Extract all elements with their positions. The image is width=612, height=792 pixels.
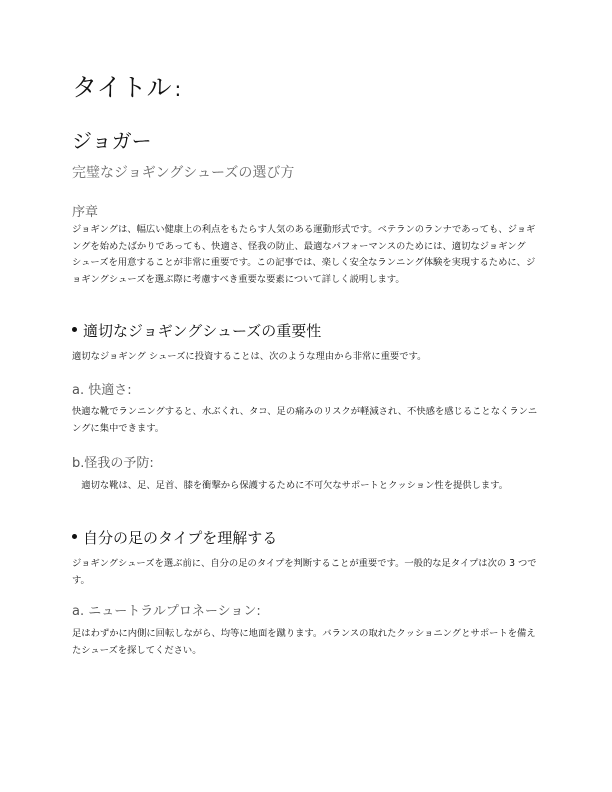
section2-item-label: a. ニュートラルプロネーション: <box>72 604 261 619</box>
bullet-icon <box>72 327 77 332</box>
section1-item-text: 適切な靴は、足、足首、膝を衝撃から保護するために不可欠なサポートとクッション性を提供します。 <box>72 480 509 491</box>
main-heading: ジョガー <box>72 129 152 153</box>
section1-heading-text: 適切なジョギングシューズの重要性 <box>83 322 322 340</box>
subtitle: 完璧なジョギングシューズの選び方 <box>72 165 295 181</box>
section1-intro: 適切なジョギング シューズに投資することは、次のような理由から非常に重要です。 <box>72 351 427 362</box>
document-title-colon: : <box>174 77 182 101</box>
section2-heading-text: 自分の足のタイプを理解する <box>83 529 278 547</box>
intro-label: 序章 <box>72 205 99 220</box>
section1-heading <box>72 320 321 342</box>
section1-item-text: 快適な靴でランニングすると、水ぶくれ、タコ、足の痛みのリスクが軽減され、不快感を感じることなくランニングに集中できます。 <box>72 406 538 434</box>
intro-paragraph: ジョギングは、幅広い健康上の利点をもたらす人気のある運動形式です。ベテランのランナであっても、ジョギングを始めたばかりであっても、快適さ、怪我の防止、最適なパフォーマンスのためには、適切なジョギング シューズを用意することが非常に重要です。この記事では、楽しく安全なランニング体験を実現するために、ジョギングシューズを選ぶ際に考慮すべき重要な要素について詳しく説明します。 <box>72 224 536 285</box>
section2-item-text: 足はわずかに内側に回転しながら、均等に地面を蹴ります。バランスの取れたクッショニングとサポートを備えたシューズを探してください。 <box>72 628 536 656</box>
section1-item-label: b.怪我の予防: <box>72 456 154 471</box>
document-title <box>72 71 181 106</box>
bullet-icon <box>72 534 77 539</box>
document-title-text: タイトル <box>72 73 172 102</box>
section2-intro: ジョギングシューズを選ぶ前に、自分の足のタイプを判断することが重要です。一般的な足タイプは次の 3 つです。 <box>72 558 537 586</box>
section2-heading <box>72 527 277 549</box>
section1-item-label: a. 快適さ: <box>72 383 132 398</box>
